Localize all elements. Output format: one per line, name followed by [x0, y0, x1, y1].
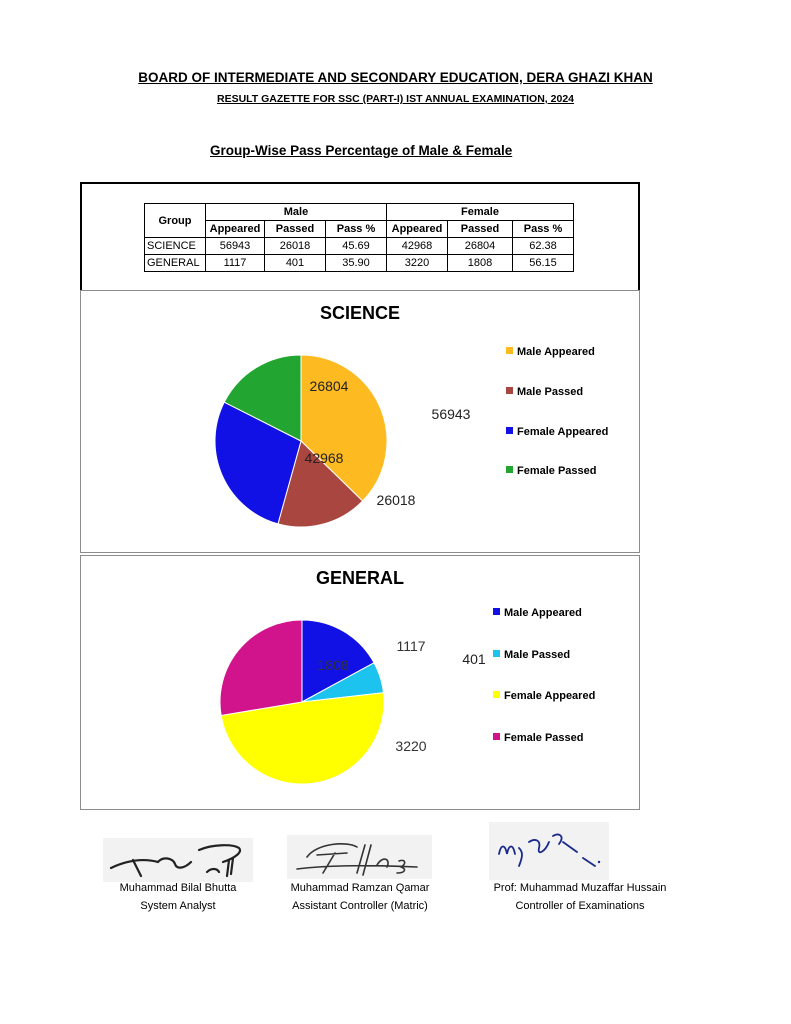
legend-swatch	[506, 427, 513, 434]
signatory-name: Muhammad Ramzan Qamar	[290, 882, 430, 894]
data-label: 26018	[376, 492, 416, 508]
board-title: BOARD OF INTERMEDIATE AND SECONDARY EDUCATION, DERA GHAZI KHAN	[138, 70, 653, 85]
signatory-3	[472, 879, 688, 915]
female-appeared-header: Appeared	[387, 221, 448, 238]
science-chart	[80, 290, 640, 553]
science-chart-title: SCIENCE	[319, 303, 400, 323]
legend-swatch	[493, 691, 500, 698]
legend-item	[506, 426, 608, 438]
legend-label: Female Appeared	[517, 426, 609, 438]
signatory-designation: System Analyst	[140, 900, 216, 912]
table-cell: 3220	[387, 255, 448, 272]
legend-label: Male Passed	[504, 649, 571, 661]
male-header: Male	[206, 204, 387, 221]
legend-item	[506, 386, 583, 398]
table-cell: 26018	[265, 238, 326, 255]
science-pie	[81, 291, 639, 552]
table-cell: 45.69	[326, 238, 387, 255]
signature-2	[287, 835, 432, 879]
legend-swatch	[506, 387, 513, 394]
legend-label: Male Passed	[517, 386, 584, 398]
male-passed-header: Passed	[265, 221, 326, 238]
legend-label: Male Appeared	[504, 607, 582, 619]
table-cell: 56943	[206, 238, 265, 255]
signatory-name: Muhammad Bilal Bhutta	[119, 882, 237, 894]
table-cell: 42968	[387, 238, 448, 255]
group-cell: SCIENCE	[145, 238, 206, 255]
general-chart	[80, 555, 640, 810]
signatory-name: Prof: Muhammad Muzaffar Hussain	[493, 882, 667, 894]
male-appeared-header: Appeared	[206, 221, 265, 238]
data-label: 26804	[309, 378, 349, 394]
section-title: Group-Wise Pass Percentage of Male & Female	[210, 143, 513, 158]
results-table	[144, 203, 574, 272]
female-header: Female	[387, 204, 574, 221]
signatory-2	[272, 879, 448, 915]
table-cell: 35.90	[326, 255, 387, 272]
legend-swatch	[506, 347, 513, 354]
data-label: 1117	[396, 638, 426, 654]
data-label: 42968	[304, 450, 344, 466]
table-container	[80, 182, 640, 290]
signatory-designation: Assistant Controller (Matric)	[292, 900, 428, 912]
table-cell: 56.15	[513, 255, 574, 272]
signature-3	[489, 822, 609, 880]
legend-swatch	[493, 650, 500, 657]
data-label: 1808	[317, 657, 349, 673]
table-row	[145, 238, 574, 255]
female-passed-header: Passed	[448, 221, 513, 238]
pie-slice-female-passed	[220, 620, 302, 715]
table-cell: 62.38	[513, 238, 574, 255]
gazette-title: RESULT GAZETTE FOR SSC (PART-I) IST ANNUAL EXAMINATION, 2024	[216, 93, 575, 105]
table-cell: 401	[265, 255, 326, 272]
legend-item	[493, 732, 584, 744]
legend-label: Female Appeared	[504, 690, 596, 702]
legend-label: Female Passed	[504, 732, 584, 744]
legend-item	[493, 649, 570, 661]
legend-item	[506, 346, 595, 358]
group-header: Group	[145, 204, 206, 238]
legend-swatch	[493, 608, 500, 615]
table-row	[145, 255, 574, 272]
legend-label: Male Appeared	[517, 346, 595, 358]
group-cell: GENERAL	[145, 255, 206, 272]
signature-1	[103, 838, 253, 882]
legend-item	[506, 465, 597, 477]
data-label: 401	[462, 651, 486, 667]
signatory-1	[98, 879, 258, 915]
legend-item	[493, 690, 595, 702]
data-label: 56943	[431, 406, 471, 422]
legend-swatch	[493, 733, 500, 740]
general-chart-title: GENERAL	[315, 568, 404, 588]
table-cell: 1808	[448, 255, 513, 272]
legend-label: Female Passed	[517, 465, 597, 477]
signatory-designation: Controller of Examinations	[515, 900, 645, 912]
general-pie	[81, 556, 639, 809]
male-pass-pct-header: Pass %	[326, 221, 387, 238]
table-cell: 26804	[448, 238, 513, 255]
legend-swatch	[506, 466, 513, 473]
female-pass-pct-header: Pass %	[513, 221, 574, 238]
table-cell: 1117	[206, 255, 265, 272]
legend-item	[493, 607, 582, 619]
data-label: 3220	[395, 738, 427, 754]
